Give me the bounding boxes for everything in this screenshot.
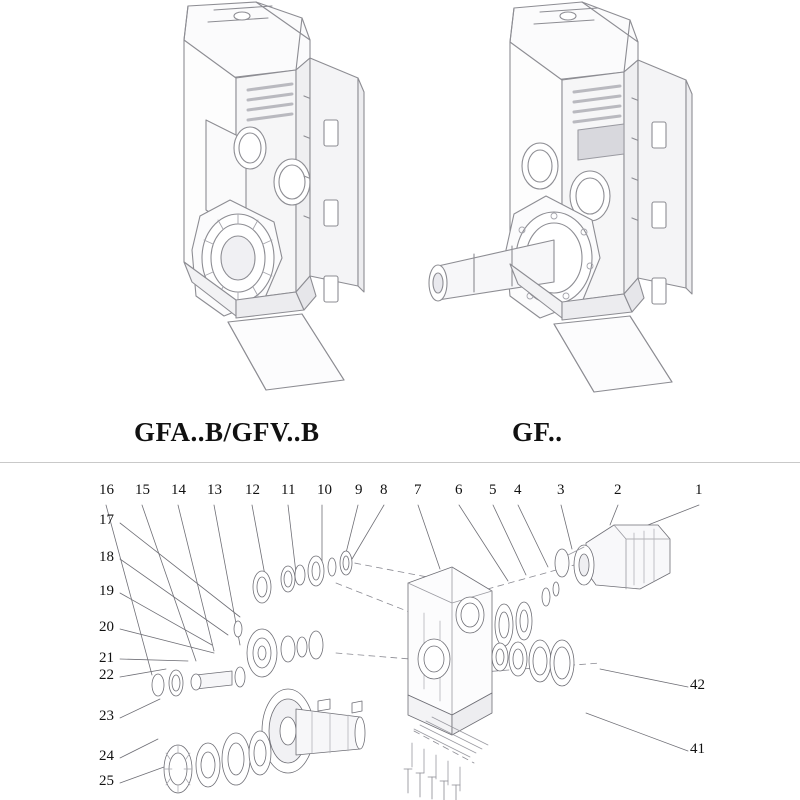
callout-10: 10 — [317, 482, 332, 498]
callout-41: 41 — [690, 741, 705, 757]
exploded-parts-diagram — [0, 463, 800, 800]
callout-3: 3 — [557, 482, 565, 498]
gearbox-gfab-gfvb-svg — [96, 0, 376, 400]
exploded-parts-svg — [0, 463, 800, 800]
gearbox-gfab-gfvb-view — [96, 0, 376, 400]
callout-16-top: 16 — [99, 482, 114, 498]
caption-gfab-gfvb: GFA..B/GFV..B — [134, 417, 320, 447]
callout-18: 18 — [99, 549, 114, 565]
callout-22: 22 — [99, 667, 114, 683]
callout-15: 15 — [135, 482, 150, 498]
callout-5: 5 — [489, 482, 497, 498]
callout-19: 19 — [99, 583, 114, 599]
callout-20: 20 — [99, 619, 114, 635]
callout-7: 7 — [414, 482, 422, 498]
callout-4: 4 — [514, 482, 522, 498]
callout-12: 12 — [245, 482, 260, 498]
callout-13: 13 — [207, 482, 222, 498]
gearbox-gf-view — [404, 0, 704, 400]
callout-17: 17 — [99, 512, 114, 528]
callout-24: 24 — [99, 748, 114, 764]
callout-2: 2 — [614, 482, 622, 498]
gearbox-gf-svg — [404, 0, 704, 400]
callout-6: 6 — [455, 482, 463, 498]
callout-9: 9 — [355, 482, 363, 498]
callout-23: 23 — [99, 708, 114, 724]
callout-14: 14 — [171, 482, 186, 498]
caption-gf: GF.. — [512, 417, 563, 447]
callout-25: 25 — [99, 773, 114, 789]
callout-42: 42 — [690, 677, 705, 693]
callout-11: 11 — [281, 482, 296, 498]
callout-8: 8 — [380, 482, 388, 498]
callout-21: 21 — [99, 650, 114, 666]
callout-1: 1 — [695, 482, 703, 498]
